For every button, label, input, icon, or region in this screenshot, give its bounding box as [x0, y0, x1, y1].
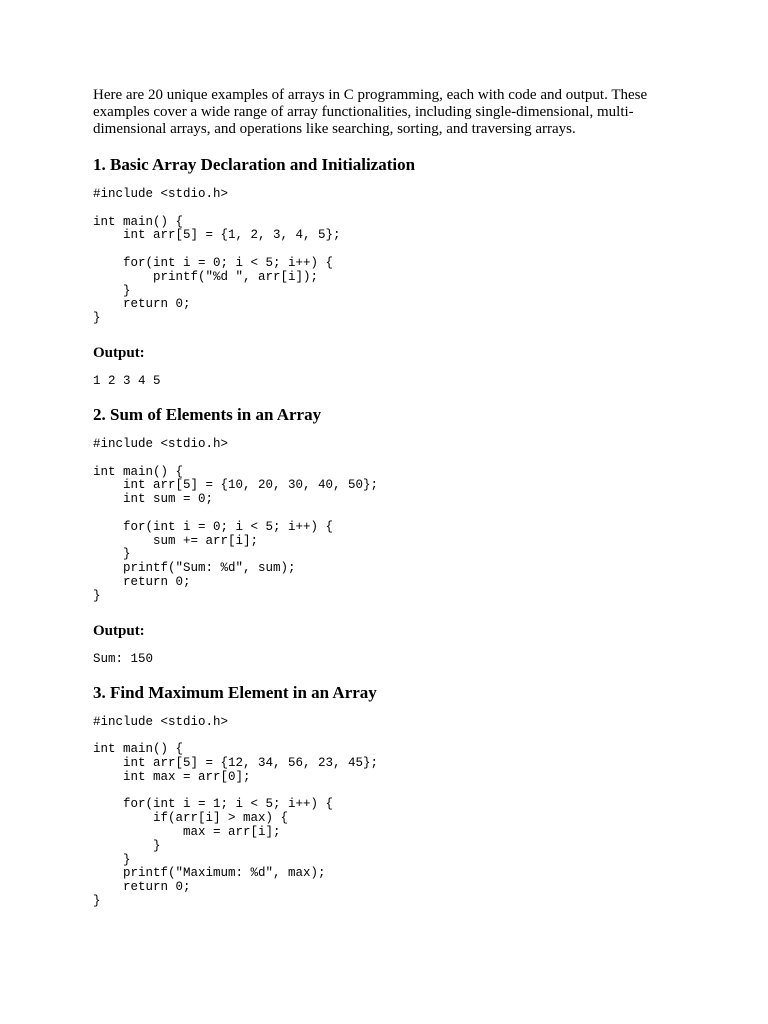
output-value: Sum: 150 — [93, 651, 154, 666]
intro-paragraph: Here are 20 unique examples of arrays in C programming, each with code and output. These examples cover a wide range of array functionalities, including single-dimensional, multi-dimensional arrays, and operations like searching, sorting, and traversing arrays. — [93, 87, 648, 137]
section-basic-array — [93, 155, 683, 388]
code-block: #include <stdio.h> int main() { int arr[5] = {12, 34, 56, 23, 45}; int max = arr[0]; for(int i = 1; i < 5; i++) { if(arr[i] > max) { max = arr[i]; } } printf("Maximum: %d", max); return 0; } — [93, 714, 379, 908]
section-sum-elements — [93, 405, 683, 666]
code-block: #include <stdio.h> int main() { int arr[5] = {10, 20, 30, 40, 50}; int sum = 0; for(int i = 0; i < 5; i++) { sum += arr[i]; } printf("Sum: %d", sum); return 0; } — [93, 436, 379, 603]
section-title: 1. Basic Array Declaration and Initialization — [93, 155, 416, 174]
output-value: 1 2 3 4 5 — [93, 373, 161, 388]
document-page — [93, 87, 683, 927]
code-block: #include <stdio.h> int main() { int arr[5] = {1, 2, 3, 4, 5}; for(int i = 0; i < 5; i++) { printf("%d ", arr[i]); } return 0; } — [93, 187, 341, 326]
section-find-maximum — [93, 683, 683, 909]
output-label: Output: — [93, 622, 145, 639]
output-label: Output: — [93, 344, 145, 361]
section-title: 2. Sum of Elements in an Array — [93, 404, 322, 424]
section-title: 3. Find Maximum Element in an Array — [93, 682, 377, 702]
